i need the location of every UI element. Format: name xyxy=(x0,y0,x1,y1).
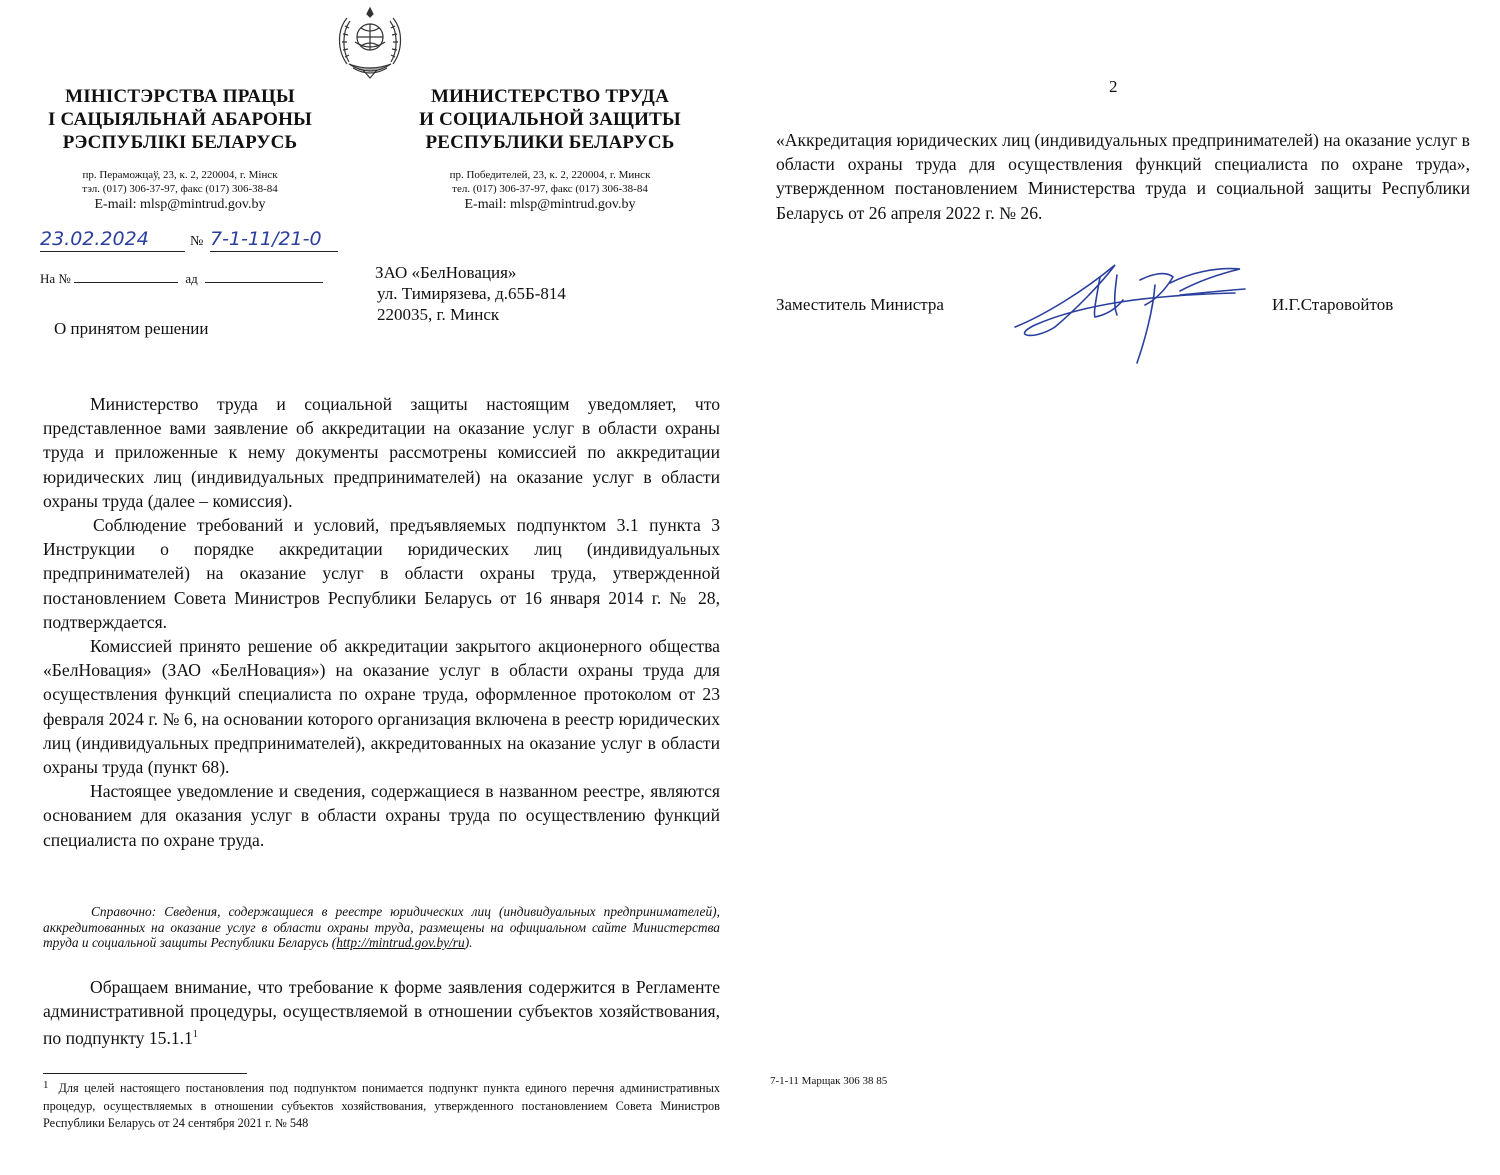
reference-label: На № xyxy=(40,271,71,286)
letter-page-2 xyxy=(760,0,1500,1175)
paragraph-continuation: «Аккредитация юридических лиц (индивидуальных предпринимателей) на оказание услуг в области охраны труда для осуществления функций специалиста по охране труда», утвержденном постановлением Министерства труда и социальной защиты Республики Беларусь от 26 апреля 2022 г. № 26. xyxy=(776,130,1470,223)
registration-number: 7-1-11/21-0 xyxy=(210,228,338,252)
signatory-name: И.Г.Старовойтов xyxy=(1272,295,1394,314)
footnote-mark: 1 xyxy=(43,1079,49,1091)
paragraph-2: Соблюдение требований и условий, предъявляемых подпунктом 3.1 пункта 3 Инструкции о порядке аккредитации юридических лиц (индивидуальных предпринимателей) на оказание услуг в области охраны труда, утвержденной постановлением Совета Министров Республики Беларусь от 16 января 2014 г. № 28, подтверждается. xyxy=(43,515,720,632)
registration-number-label: № xyxy=(190,234,204,249)
reference-date-blank xyxy=(205,270,323,283)
reference-line xyxy=(40,270,340,287)
email-ru: E-mail: mlsp@mintrud.gov.by xyxy=(464,197,636,212)
registration-date: 23.02.2024 xyxy=(40,228,185,252)
recipient-city: 220035, г. Минск xyxy=(377,305,500,324)
ministry-address-by: пр. Пераможцаў, 23, к. 2, 220004, г. Мінск тэл. (017) 306-37-97, факс (017) 306-38-84 E-mail: mlsp@mintrud.gov.by xyxy=(30,168,330,213)
footnote-divider xyxy=(43,1073,247,1074)
ministry-name-by: МІНІСТЭРСТВА ПРАЦЫ І САЦЫЯЛЬНАЙ АБАРОНЫ РЭСПУБЛІКІ БЕЛАРУСЬ xyxy=(47,86,312,153)
footnote-ref: 1 xyxy=(192,1029,198,1041)
ministry-name-ru: МИНИСТЕРСТВО ТРУДА И СОЦИАЛЬНОЙ ЗАЩИТЫ РЕСПУБЛИКИ БЕЛАРУСЬ xyxy=(419,86,681,153)
handwritten-signature xyxy=(1005,255,1255,370)
coat-of-arms-icon xyxy=(333,4,407,82)
reference-from-label: ад xyxy=(185,271,198,286)
recipient-name: ЗАО «БелНовация» xyxy=(375,263,517,282)
page-number: 2 xyxy=(1109,77,1118,96)
footnote-text: Для целей настоящего постановления под подпунктом понимается подпункт пункта единого перечня административных процедур, осуществляемых в отношении субъектов хозяйствования, утвержденного постановлением Совета Министров Республики Беларусь от 24 сентября 2021 г. № 548 xyxy=(43,1081,720,1130)
recipient-street: ул. Тимирязева, д.65Б-814 xyxy=(377,284,566,303)
letter-body xyxy=(43,392,720,852)
letter-subject: О принятом решении xyxy=(54,319,209,338)
paragraph-5: Обращаем внимание, что требование к форме заявления содержится в Регламенте административной процедуры, осуществляемой в отношении субъектов хозяйствования, по подпункту 15.1.1$^1$ xyxy=(43,977,720,1049)
executor-info: 7-1-11 Марщак 306 38 85 xyxy=(770,1075,888,1087)
signatory-title: Заместитель Министра xyxy=(776,295,944,314)
reference-number-blank xyxy=(74,270,178,283)
footnote xyxy=(43,1080,720,1132)
registration-line xyxy=(40,228,350,254)
ministry-address-ru: пр. Победителей, 23, к. 2, 220004, г. Минск тел. (017) 306-37-97, факс (017) 306-38-84 E-mail: mlsp@mintrud.gov.by xyxy=(395,168,705,213)
paragraph-4: Настоящее уведомление и сведения, содержащиеся в названном реестре, являются основанием для оказания услуг в области охраны труда по осуществлению функций специалиста по охране труда. xyxy=(43,781,720,850)
mintrud-link[interactable]: http://mintrud.gov.by/ru xyxy=(336,935,465,951)
letter-body-continued xyxy=(43,975,720,1050)
recipient-block xyxy=(375,262,566,325)
paragraph-1: Министерство труда и социальной защиты настоящим уведомляет, что представленное вами заявление об аккредитации на оказание услуг в области охраны труда и приложенные к нему документы рассмотрены комиссией по аккредитации юридических лиц (индивидуальных предпринимателей) на оказание услуг в области охраны труда (далее – комиссия). xyxy=(43,394,720,511)
email-by: E-mail: mlsp@mintrud.gov.by xyxy=(94,197,266,212)
reference-note: Справочно: Сведения, содержащиеся в реестре юридических лиц (индивидуальных предпринимателей), аккредитованных на оказание услуг в области охраны труда, размещены на официальном сайте Министерства труда и социальной защиты Республики Беларусь (http://mintrud.gov.by/ru). xyxy=(43,904,720,951)
paragraph-3: Комиссией принято решение об аккредитации закрытого акционерного общества «БелНовация» (ЗАО «БелНовация») на оказание услуг в области охраны труда для осуществления функций специалиста по охране труда, оформленное протоколом от 23 февраля 2024 г. № 6, на основании которого организация включена в реестр юридических лиц (индивидуальных предпринимателей), аккредитованных на оказание услуг в области охраны труда (пункт 68). xyxy=(43,636,720,778)
